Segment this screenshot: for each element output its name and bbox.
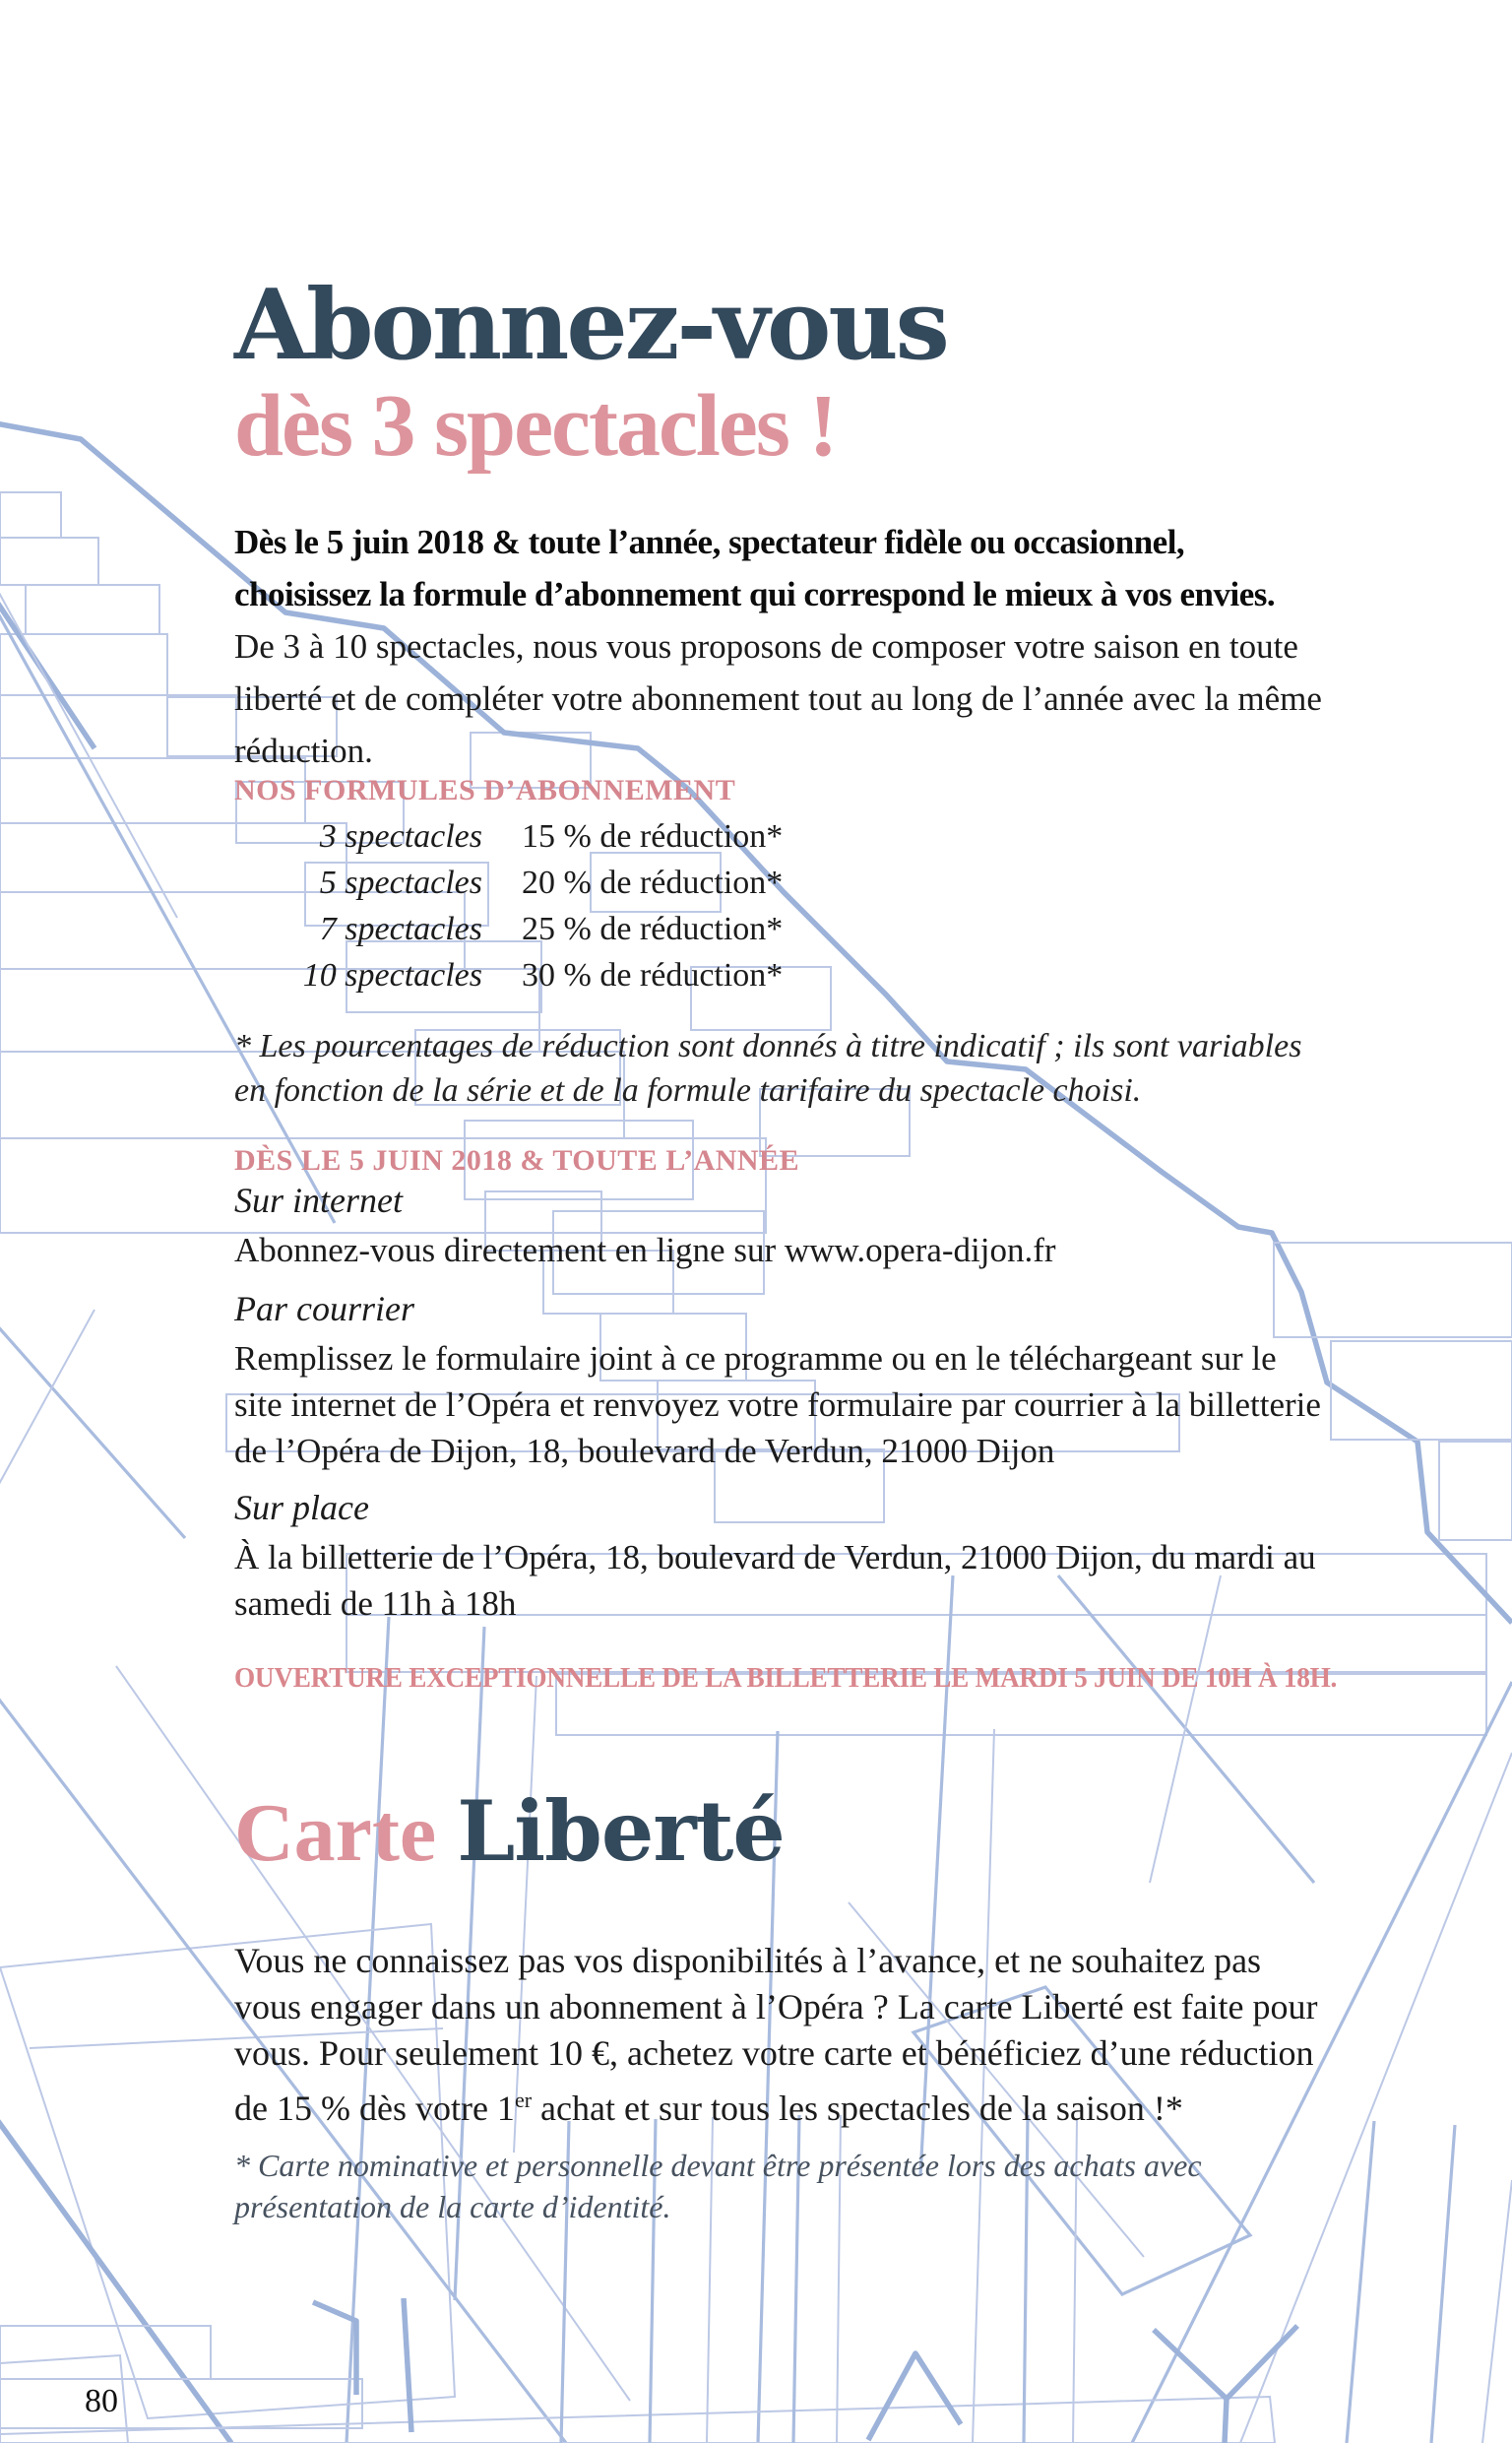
formula-count: 7 spectacles bbox=[319, 911, 482, 947]
subscribe-intro bbox=[234, 516, 1322, 777]
formula-row bbox=[234, 952, 1322, 998]
special-opening-notice: OUVERTURE EXCEPTIONNELLE DE LA BILLETTERIE LE MARDI 5 JUIN DE 10H À 18H. bbox=[234, 1662, 1338, 1694]
ordinal-superscript: er bbox=[514, 2088, 533, 2112]
page-number: 80 bbox=[85, 2383, 118, 2419]
channel-label-place: Sur place bbox=[234, 1488, 369, 1527]
channel-text-internet: Abonnez-vous directement en ligne sur www.opera-dijon.fr bbox=[234, 1231, 1056, 1269]
channel-label-courrier: Par courrier bbox=[234, 1289, 414, 1328]
formula-discount: 20 % de réduction* bbox=[522, 865, 784, 901]
formulas-table bbox=[234, 813, 1322, 998]
formula-count: 10 spectacles bbox=[302, 957, 482, 994]
formula-count: 5 spectacles bbox=[319, 865, 482, 901]
liberty-card-title bbox=[234, 1782, 1322, 1880]
liberty-card-footnote: * Carte nominative et personnelle devant être présentée lors des achats avec présentation de la carte d’identité. bbox=[234, 2148, 1202, 2224]
liberty-title-liberte: Liberté bbox=[457, 1782, 785, 1880]
formula-count: 3 spectacles bbox=[319, 818, 482, 855]
liberty-title-carte: Carte bbox=[234, 1787, 458, 1879]
formula-row bbox=[234, 906, 1322, 952]
subscribe-subtitle: dès 3 spectacles ! bbox=[234, 377, 837, 475]
formula-row bbox=[234, 813, 1322, 860]
formula-row bbox=[234, 860, 1322, 906]
channel-text-place: À la billetterie de l’Opéra, 18, boulevard de Verdun, 21000 Dijon, du mardi au samedi de 11h à 18h bbox=[234, 1538, 1316, 1623]
formula-discount: 30 % de réduction* bbox=[522, 957, 784, 994]
subscribe-title: Abonnez-vous bbox=[234, 269, 947, 382]
subscribe-intro-bold: Dès le 5 juin 2018 & toute l’année, spectateur fidèle ou occasionnel, choisissez la formule d’abonnement qui correspond le mieux à vos envies. bbox=[234, 523, 1276, 613]
formula-discount: 15 % de réduction* bbox=[522, 818, 784, 855]
when-heading: DÈS LE 5 JUIN 2018 & TOUTE L’ANNÉE bbox=[234, 1144, 800, 1177]
formulas-footnote: * Les pourcentages de réduction sont donnés à titre indicatif ; ils sont variables en fonction de la série et de la formule tarifaire du spectacle choisi. bbox=[234, 1028, 1302, 1109]
formulas-heading: NOS FORMULES D’ABONNEMENT bbox=[234, 774, 736, 806]
channel-label-internet: Sur internet bbox=[234, 1181, 403, 1220]
subscribe-intro-regular: De 3 à 10 spectacles, nous vous proposons de composer votre saison en toute liberté et de compléter votre abonnement tout au long de l’année avec la même réduction. bbox=[234, 627, 1322, 770]
channel-text-courrier: Remplissez le formulaire joint à ce programme ou en le téléchargeant sur le site internet de l’Opéra et renvoyez votre formulaire par courrier à la billetterie de l’Opéra de Dijon, 18, boulevard de Verdun, 21000 Dijon bbox=[234, 1339, 1321, 1470]
formula-discount: 25 % de réduction* bbox=[522, 911, 784, 947]
liberty-card-body: Vous ne connaissez pas vos disponibilités à l’avance, et ne souhaitez pas vous engager dans un abonnement à l’Opéra ? La carte Liberté est faite pour vous. Pour seulement 10 €, achetez votre carte et bénéficiez d’une réduction de 15 % dès votre 1er achat et sur tous les spectacles de la saison !* bbox=[234, 1941, 1318, 2128]
